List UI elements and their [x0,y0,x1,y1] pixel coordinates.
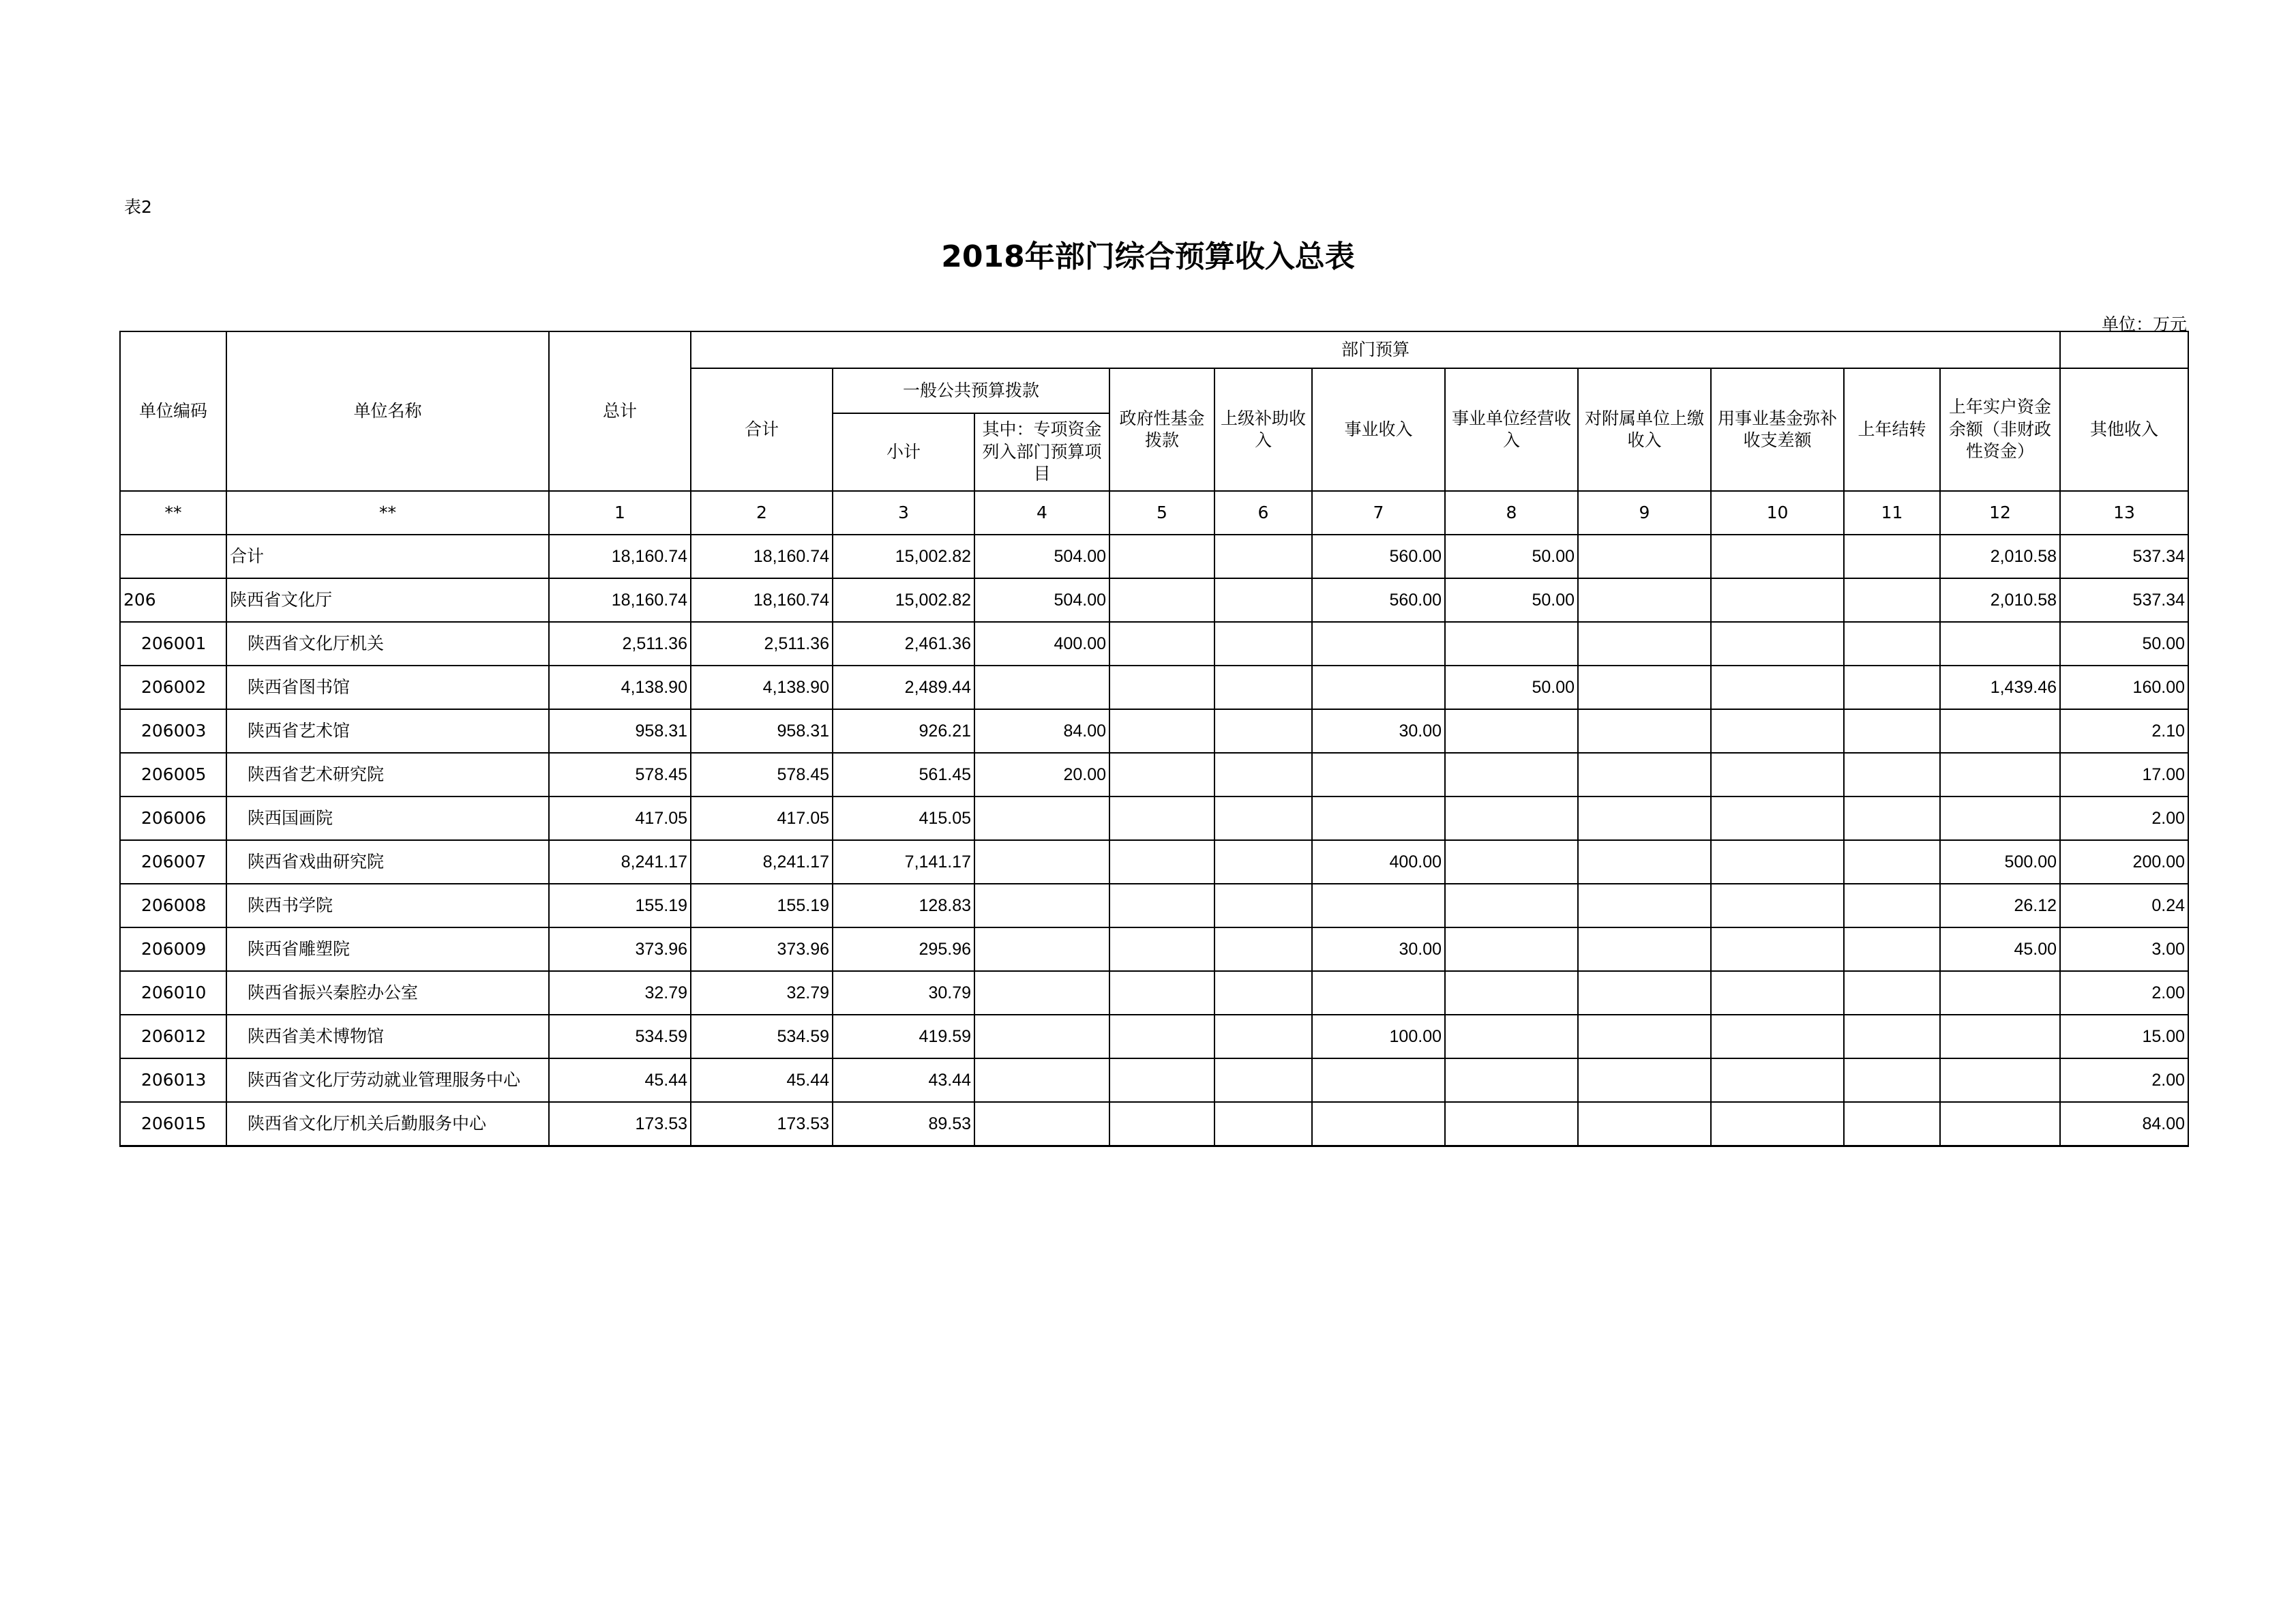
header-affiliated-income: 对附属单位上缴收入 [1578,368,1711,491]
value-cell-col8 [1445,927,1578,971]
value-cell-col8 [1445,971,1578,1015]
value-cell-col5 [1109,1058,1214,1102]
unit-name-cell: 陕西省文化厅机关 [226,622,549,666]
value-cell-col11 [1844,1058,1940,1102]
value-cell-col1: 32.79 [549,971,691,1015]
unit-name-cell: 陕西书学院 [226,884,549,927]
unit-name-cell: 陕西省雕塑院 [226,927,549,971]
value-cell-col4 [974,1058,1109,1102]
value-cell-col12 [1940,796,2060,840]
value-cell-col4 [974,884,1109,927]
value-cell-col6 [1214,622,1312,666]
value-cell-col12: 26.12 [1940,884,2060,927]
value-cell-col12 [1940,1015,2060,1058]
unit-name-cell: 陕西省振兴秦腔办公室 [226,971,549,1015]
value-cell-col11 [1844,927,1940,971]
value-cell-col8 [1445,709,1578,753]
value-cell-col11 [1844,535,1940,578]
value-cell-col7 [1312,1102,1445,1146]
unit-code-cell: 206010 [120,971,226,1015]
value-cell-col4 [974,796,1109,840]
value-cell-col2: 4,138.90 [691,666,833,709]
value-cell-col5 [1109,1102,1214,1146]
value-cell-col5 [1109,753,1214,796]
value-cell-col3: 7,141.17 [833,840,974,884]
value-cell-col8 [1445,796,1578,840]
unit-code-cell: 206006 [120,796,226,840]
value-cell-col9 [1578,1058,1711,1102]
value-cell-col1: 578.45 [549,753,691,796]
value-cell-col13: 160.00 [2060,666,2188,709]
value-cell-col7: 560.00 [1312,535,1445,578]
value-cell-col5 [1109,840,1214,884]
value-cell-col3: 15,002.82 [833,535,974,578]
value-cell-col3: 2,461.36 [833,622,974,666]
table-row [120,1102,2188,1146]
value-cell-col10 [1711,709,1844,753]
header-dept-budget: 部门预算 [691,331,2060,368]
value-cell-col12: 2,010.58 [1940,578,2060,622]
value-cell-col6 [1214,927,1312,971]
value-cell-col12: 45.00 [1940,927,2060,971]
unit-code-cell: 206013 [120,1058,226,1102]
value-cell-col13: 84.00 [2060,1102,2188,1146]
value-cell-col9 [1578,709,1711,753]
value-cell-col3: 89.53 [833,1102,974,1146]
value-cell-col8: 50.00 [1445,535,1578,578]
value-cell-col6 [1214,1015,1312,1058]
value-cell-col5 [1109,1015,1214,1058]
table-label: 表2 [124,197,152,217]
value-cell-col4 [974,840,1109,884]
header-blank [2060,331,2188,368]
value-cell-col8 [1445,840,1578,884]
value-cell-col12: 2,010.58 [1940,535,2060,578]
header-business-op-income: 事业单位经营收入 [1445,368,1578,491]
value-cell-col2: 958.31 [691,709,833,753]
value-cell-col6 [1214,753,1312,796]
index-cell: 7 [1312,491,1445,535]
value-cell-col1: 173.53 [549,1102,691,1146]
value-cell-col5 [1109,709,1214,753]
table-row [120,971,2188,1015]
value-cell-col4 [974,666,1109,709]
unit-code-cell [120,535,226,578]
value-cell-col10 [1711,578,1844,622]
value-cell-col3: 30.79 [833,971,974,1015]
value-cell-col2: 173.53 [691,1102,833,1146]
value-cell-col2: 417.05 [691,796,833,840]
value-cell-col11 [1844,796,1940,840]
value-cell-col5 [1109,578,1214,622]
value-cell-col7: 30.00 [1312,709,1445,753]
value-cell-col13: 2.00 [2060,971,2188,1015]
value-cell-col13: 3.00 [2060,927,2188,971]
value-cell-col13: 2.10 [2060,709,2188,753]
index-cell: 4 [974,491,1109,535]
value-cell-col8: 50.00 [1445,578,1578,622]
header-superior-subsidy: 上级补助收入 [1214,368,1312,491]
value-cell-col4: 400.00 [974,622,1109,666]
unit-name-cell: 陕西国画院 [226,796,549,840]
value-cell-col7: 100.00 [1312,1015,1445,1058]
value-cell-col6 [1214,709,1312,753]
value-cell-col3: 926.21 [833,709,974,753]
value-cell-col6 [1214,535,1312,578]
index-cell: 10 [1711,491,1844,535]
value-cell-col7 [1312,666,1445,709]
value-cell-col12 [1940,753,2060,796]
unit-code-cell: 206002 [120,666,226,709]
unit-name-cell: 陕西省美术博物馆 [226,1015,549,1058]
value-cell-col8 [1445,753,1578,796]
header-gov-fund: 政府性基金拨款 [1109,368,1214,491]
value-cell-col5 [1109,971,1214,1015]
value-cell-col2: 18,160.74 [691,535,833,578]
value-cell-col7 [1312,753,1445,796]
value-cell-col9 [1578,666,1711,709]
unit-code-cell: 206 [120,578,226,622]
value-cell-col10 [1711,884,1844,927]
value-cell-col13: 15.00 [2060,1015,2188,1058]
value-cell-col6 [1214,666,1312,709]
value-cell-col2: 2,511.36 [691,622,833,666]
table-row [120,753,2188,796]
value-cell-col7 [1312,971,1445,1015]
value-cell-col11 [1844,884,1940,927]
value-cell-col2: 155.19 [691,884,833,927]
value-cell-col7 [1312,1058,1445,1102]
value-cell-col7: 560.00 [1312,578,1445,622]
unit-code-cell: 206003 [120,709,226,753]
value-cell-col11 [1844,709,1940,753]
table-row [120,927,2188,971]
value-cell-col13: 17.00 [2060,753,2188,796]
value-cell-col10 [1711,840,1844,884]
table-row [120,884,2188,927]
value-cell-col6 [1214,796,1312,840]
value-cell-col6 [1214,1058,1312,1102]
index-cell: ** [226,491,549,535]
value-cell-col4: 504.00 [974,535,1109,578]
value-cell-col9 [1578,796,1711,840]
value-cell-col11 [1844,753,1940,796]
value-cell-col8: 50.00 [1445,666,1578,709]
unit-name-cell: 合计 [226,535,549,578]
value-cell-col13: 2.00 [2060,796,2188,840]
index-cell: 9 [1578,491,1711,535]
header-business-income: 事业收入 [1312,368,1445,491]
table-row [120,622,2188,666]
unit-note: 单位：万元 [2101,314,2187,334]
value-cell-col9 [1578,884,1711,927]
table-row [120,666,2188,709]
page-title: 2018年部门综合预算收入总表 [941,239,1355,274]
value-cell-col11 [1844,840,1940,884]
value-cell-col4: 504.00 [974,578,1109,622]
value-cell-col5 [1109,796,1214,840]
value-cell-col4 [974,1102,1109,1146]
value-cell-col7 [1312,796,1445,840]
value-cell-col10 [1711,622,1844,666]
unit-code-cell: 206001 [120,622,226,666]
value-cell-col8 [1445,1058,1578,1102]
value-cell-col8 [1445,884,1578,927]
value-cell-col12: 500.00 [1940,840,2060,884]
value-cell-col3: 415.05 [833,796,974,840]
value-cell-col12 [1940,709,2060,753]
value-cell-col5 [1109,622,1214,666]
value-cell-col9 [1578,840,1711,884]
value-cell-col11 [1844,622,1940,666]
table-row [120,578,2188,622]
header-other-income: 其他收入 [2060,368,2188,491]
value-cell-col2: 8,241.17 [691,840,833,884]
value-cell-col9 [1578,578,1711,622]
value-cell-col8 [1445,622,1578,666]
value-cell-col7 [1312,622,1445,666]
unit-name-cell: 陕西省艺术馆 [226,709,549,753]
index-cell: 3 [833,491,974,535]
index-row [120,491,2188,535]
value-cell-col1: 2,511.36 [549,622,691,666]
value-cell-col7 [1312,884,1445,927]
value-cell-col1: 18,160.74 [549,535,691,578]
value-cell-col1: 18,160.74 [549,578,691,622]
unit-code-cell: 206015 [120,1102,226,1146]
index-cell: 1 [549,491,691,535]
value-cell-col10 [1711,927,1844,971]
unit-name-cell: 陕西省文化厅劳动就业管理服务中心 [226,1058,549,1102]
value-cell-col10 [1711,666,1844,709]
value-cell-col3: 128.83 [833,884,974,927]
value-cell-col1: 45.44 [549,1058,691,1102]
value-cell-col7: 30.00 [1312,927,1445,971]
index-cell: 6 [1214,491,1312,535]
table-row [120,535,2188,578]
unit-name-cell: 陕西省文化厅 [226,578,549,622]
index-cell: 12 [1940,491,2060,535]
value-cell-col13: 537.34 [2060,535,2188,578]
value-cell-col6 [1214,1102,1312,1146]
value-cell-col8 [1445,1015,1578,1058]
value-cell-col1: 417.05 [549,796,691,840]
header-fund-offset: 用事业基金弥补收支差额 [1711,368,1844,491]
value-cell-col1: 534.59 [549,1015,691,1058]
value-cell-col5 [1109,666,1214,709]
value-cell-col1: 8,241.17 [549,840,691,884]
value-cell-col8 [1445,1102,1578,1146]
index-cell: 5 [1109,491,1214,535]
value-cell-col12 [1940,1058,2060,1102]
value-cell-col2: 32.79 [691,971,833,1015]
value-cell-col13: 537.34 [2060,578,2188,622]
table-row [120,840,2188,884]
value-cell-col11 [1844,1102,1940,1146]
value-cell-col6 [1214,578,1312,622]
value-cell-col9 [1578,971,1711,1015]
value-cell-col10 [1711,535,1844,578]
value-cell-col2: 18,160.74 [691,578,833,622]
unit-code-cell: 206012 [120,1015,226,1058]
value-cell-col3: 561.45 [833,753,974,796]
value-cell-col13: 0.24 [2060,884,2188,927]
value-cell-col2: 373.96 [691,927,833,971]
value-cell-col4 [974,971,1109,1015]
unit-code-cell: 206005 [120,753,226,796]
value-cell-col1: 958.31 [549,709,691,753]
value-cell-col9 [1578,927,1711,971]
value-cell-col3: 15,002.82 [833,578,974,622]
value-cell-col9 [1578,753,1711,796]
index-cell: 8 [1445,491,1578,535]
value-cell-col3: 419.59 [833,1015,974,1058]
value-cell-col6 [1214,971,1312,1015]
value-cell-col7: 400.00 [1312,840,1445,884]
value-cell-col10 [1711,1015,1844,1058]
value-cell-col2: 534.59 [691,1015,833,1058]
unit-code-cell: 206009 [120,927,226,971]
value-cell-col3: 2,489.44 [833,666,974,709]
header-unit-name: 单位名称 [226,331,549,491]
value-cell-col1: 373.96 [549,927,691,971]
value-cell-col9 [1578,1015,1711,1058]
value-cell-col13: 2.00 [2060,1058,2188,1102]
value-cell-col3: 295.96 [833,927,974,971]
header-special-funds: 其中：专项资金列入部门预算项目 [974,413,1109,491]
index-cell: 2 [691,491,833,535]
header-subtotal-all: 合计 [691,368,833,491]
value-cell-col9 [1578,622,1711,666]
value-cell-col5 [1109,884,1214,927]
value-cell-col6 [1214,884,1312,927]
value-cell-col12 [1940,1102,2060,1146]
index-cell: 13 [2060,491,2188,535]
unit-code-cell: 206008 [120,884,226,927]
table-row [120,709,2188,753]
value-cell-col4 [974,927,1109,971]
value-cell-col10 [1711,971,1844,1015]
value-cell-col12 [1940,622,2060,666]
header-total: 总计 [549,331,691,491]
unit-name-cell: 陕西省文化厅机关后勤服务中心 [226,1102,549,1146]
value-cell-col9 [1578,1102,1711,1146]
header-prior-balance: 上年实户资金余额（非财政性资金） [1940,368,2060,491]
value-cell-col4: 20.00 [974,753,1109,796]
value-cell-col12: 1,439.46 [1940,666,2060,709]
value-cell-col4: 84.00 [974,709,1109,753]
value-cell-col3: 43.44 [833,1058,974,1102]
value-cell-col10 [1711,753,1844,796]
value-cell-col4 [974,1015,1109,1058]
header-carryover: 上年结转 [1844,368,1940,491]
table-row [120,796,2188,840]
value-cell-col5 [1109,535,1214,578]
value-cell-col10 [1711,1058,1844,1102]
value-cell-col1: 4,138.90 [549,666,691,709]
value-cell-col5 [1109,927,1214,971]
table-row [120,1058,2188,1102]
header-small-total: 小计 [833,413,974,491]
value-cell-col11 [1844,971,1940,1015]
budget-table [119,331,2189,1147]
value-cell-col12 [1940,971,2060,1015]
value-cell-col13: 50.00 [2060,622,2188,666]
unit-code-cell: 206007 [120,840,226,884]
index-cell: 11 [1844,491,1940,535]
header-general-budget: 一般公共预算拨款 [833,368,1109,413]
value-cell-col10 [1711,796,1844,840]
value-cell-col2: 45.44 [691,1058,833,1102]
unit-name-cell: 陕西省艺术研究院 [226,753,549,796]
value-cell-col6 [1214,840,1312,884]
value-cell-col1: 155.19 [549,884,691,927]
value-cell-col2: 578.45 [691,753,833,796]
unit-name-cell: 陕西省戏曲研究院 [226,840,549,884]
index-cell: ** [120,491,226,535]
value-cell-col11 [1844,1015,1940,1058]
value-cell-col11 [1844,666,1940,709]
value-cell-col10 [1711,1102,1844,1146]
table-row [120,1015,2188,1058]
value-cell-col11 [1844,578,1940,622]
unit-name-cell: 陕西省图书馆 [226,666,549,709]
value-cell-col9 [1578,535,1711,578]
value-cell-col13: 200.00 [2060,840,2188,884]
header-unit-code: 单位编码 [120,331,226,491]
